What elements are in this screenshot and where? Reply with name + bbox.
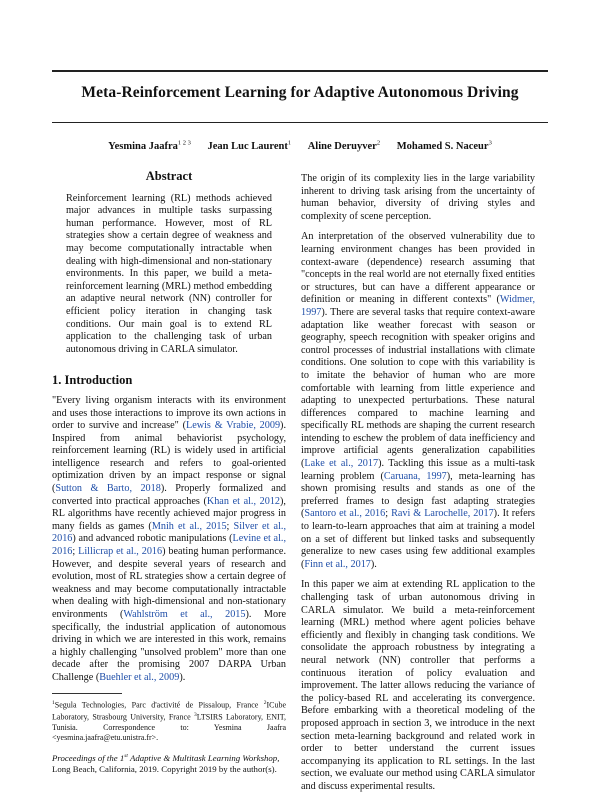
- citation-link[interactable]: Khan et al., 2012: [206, 495, 281, 507]
- body-paragraph: In this paper we aim at extending RL application to the challenging task of urban autonomous driving in CARLA simulator. We build a meta-reinforcement learning (MRL) method where agent policies behave efficiently and flexibly in changing task conditions. We consolidate the approach robustness by integrating a neural network (NN) controller that performs a continuous iteration of policy evaluation and improvement. The latter allows reducing the variance of the policy-based RL and accelerating its convergence. Before embarking with a theoretical modeling of the proposed approach in section 3, we introduce in the next section meta-learning background and related work in order to better understand the current issues accompanying its application to RL settings. In the last section, we evaluate our method using CARLA simulator and discuss experimental results.: [301, 579, 535, 792]
- footnote-rule: [52, 693, 122, 694]
- citation-link[interactable]: Finn et al., 2017: [304, 558, 371, 570]
- citation-link[interactable]: Widmer, 1997: [301, 294, 535, 318]
- affiliation-footnote: $^1$Segula Technologies, Parc d'activité de Pissaloup, France $^2$ICube Laboratory, Strasbourg University, France $^3$LTSIRS Laboratory, ENIT, Tunisia. Correspondence to: Yesmina Jaafra <yesmina.jaafra@etu.unistra.fr>.: [52, 699, 287, 742]
- abstract-heading: Abstract: [145, 169, 193, 183]
- author: Mohamed S. Naceur$^3$: [396, 139, 492, 152]
- citation-link[interactable]: Buehler et al., 2009: [99, 671, 180, 683]
- citation-link[interactable]: Silver et al., 2016: [52, 520, 286, 545]
- citation-link[interactable]: Wahlström et al., 2015: [123, 609, 246, 620]
- citation-link[interactable]: Lillicrap et al., 2016: [78, 546, 163, 558]
- left-column: [52, 168, 286, 775]
- citation-link[interactable]: Santoro et al., 2016: [304, 508, 386, 520]
- title-bottom-rule: [52, 122, 548, 123]
- author: Aline Deruyver$^2$: [307, 139, 381, 152]
- citation-link[interactable]: Mnih et al., 2015: [151, 520, 227, 532]
- author: Jean Luc Laurent$^1$: [207, 139, 292, 152]
- citation-link[interactable]: Ravi & Larochelle, 2017: [391, 508, 494, 520]
- intro-heading: 1. Introduction: [52, 373, 133, 388]
- citation-link[interactable]: Lake et al., 2017: [304, 458, 379, 470]
- intro-paragraph: "Every living organism interacts with its environment and uses those interactions to improve its own actions in order to survive and increase" (Lewis & Vrabie, 2009). Inspired from animal behaviorist psychology, reinforcement learning (RL) is widely used in artificial intelligence research and refers to goal-oriented optimization driven by an impact response or signal (Sutton & Barto, 2018). Properly formalized and converted into practical approaches (Khan et al., 2012), RL algorithms have recently achieved major progress in many fields as games (Mnih et al., 2015; Silver et al., 2016) and advanced robotic manipulations (Levine et al., 2016; Lillicrap et al., 2016) beating human performance. However, and despite several years of research and evolution, most of RL strategies show a certain degree of weakness and may become computationally intractable when dealing with high-dimensional and non-stationary environments (Wahlström et al., 2015). More specifically, the industrial application of autonomous driving in which we are interested in this work, remains a highly challenging "unsolved problem" more than one decade after the promising 2007 DARPA Urban Challenge (Buehler et al., 2009).: [52, 394, 287, 683]
- right-column: [301, 173, 535, 802]
- body-paragraph: An interpretation of the observed vulnerability due to learning environment changes has been provided in context-aware (dependence) research assuming that "concepts in the real world are not eternally fixed entities or structures, but can have a different appearance or definition or meaning in different contexts" (Widmer, 1997). There are several tasks that require context-aware adaptation like weather forecast with season or geography, speech recognition with speaker origins and control processes of industrial installations with climate conditions. One solution to cope with this variability is to imitate the behavior of human who are more comfortable with learning from little experience and adapting to unexpected perturbations. These natural differences compared to machine learning and specifically RL methods are shaping the current research intending to eschew the problem of data inefficiency and improve artificial agents generalization capabilities (Lake et al., 2017). Tackling this issue as a multi-task learning problem (Caruana, 1997), meta-learning has shown promising results and stands as one of the preferred frames to design fast adapting strategies (Santoro et al., 2016; Ravi & Larochelle, 2017). It refers to learn-to-learn approaches that aim at training a model on a set of different but linked tasks and subsequently generalize to new cases using few additional examples (Finn et al., 2017).: [301, 231, 535, 570]
- citation-link[interactable]: Levine et al., 2016: [52, 533, 286, 558]
- paper-title: Meta-Reinforcement Learning for Adaptive Autonomous Driving: [81, 84, 519, 101]
- citation-link[interactable]: Sutton & Barto, 2018: [55, 483, 161, 495]
- author-list: [52, 139, 548, 152]
- title-top-rule: [52, 70, 548, 72]
- proceedings-note: Proceedings of the 1st Adaptive & Multitask Learning Workshop, Long Beach, California, 2019. Copyright 2019 by the author(s).: [52, 752, 280, 774]
- author: Yesmina Jaafra$^{1 2 3}$: [108, 139, 191, 152]
- abstract-text: Reinforcement learning (RL) methods achieved major advances in multiple tasks surpassing human performance. However, most of RL strategies show a certain degree of weakness and may become computationally intractable when dealing with high-dimensional and non-stationary environments. In this paper, we build a meta-reinforcement learning (MRL) method embedding an adaptive neural network (NN) controller for efficient policy iteration in changing task conditions. Our main goal is to extend RL application to the challenging task of urban autonomous driving in CARLA simulator.: [66, 192, 272, 355]
- citation-link[interactable]: Lewis & Vrabie, 2009: [186, 420, 281, 432]
- citation-link[interactable]: Caruana, 1997: [383, 470, 447, 482]
- body-paragraph: The origin of its complexity lies in the large variability inherent to driving task arising from the uncertainty of human behavior, diversity of driving styles and complexity of scene perception.: [301, 173, 535, 222]
